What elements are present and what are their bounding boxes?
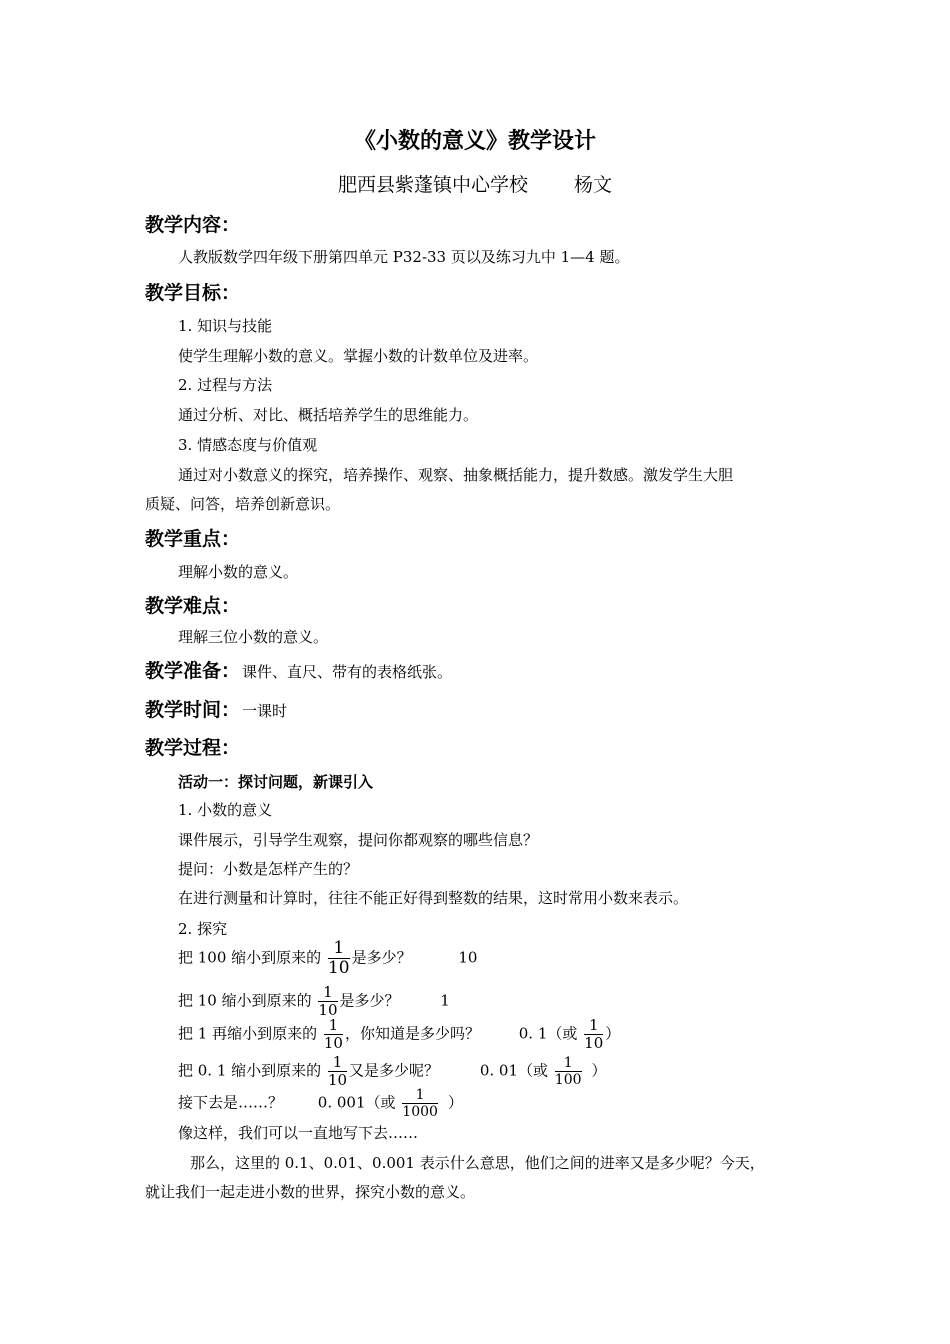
time-text: 一课时 — [242, 702, 288, 720]
question-row — [178, 1055, 607, 1088]
document-title: 《小数的意义》教学设计 — [353, 128, 596, 154]
goal2-heading: 2. 过程与方法 — [178, 376, 273, 394]
question-answer: 0. 001（或 — [317, 1093, 396, 1112]
question-row — [178, 985, 450, 1018]
question-text: 是多少？ — [339, 991, 400, 1010]
question-text: 接下去是……？ — [178, 1093, 284, 1112]
closing-paren: ） — [591, 1061, 607, 1080]
fraction-one-tenth: $\frac{1}{10}$ — [327, 1053, 348, 1089]
question-answer: 10 — [458, 948, 478, 967]
school-name: 肥西县紫蓬镇中心学校 — [337, 174, 528, 196]
question-text: 把 10 缩小到原来的 — [178, 991, 312, 1010]
activity-title: 活动一：探讨问题，新课引入 — [178, 773, 374, 791]
fraction-one-tenth: $\frac{1}{10}$ — [318, 983, 338, 1019]
prep-label: 教学准备： — [145, 660, 241, 682]
fraction-one-tenth: $\frac{1}{10}$ — [323, 1016, 343, 1052]
question-answer: 1 — [440, 991, 450, 1010]
heading-process: 教学过程： — [145, 737, 241, 759]
goal3-text-line1: 通过对小数意义的探究，培养操作、观察、抽象概括能力，提升数感。激发学生大胆 — [178, 466, 734, 484]
fraction-one-tenth: $\frac{1}{10}$ — [584, 1016, 604, 1052]
question-text: ，你知道是多少吗？ — [344, 1024, 480, 1043]
question-text: 把 1 再缩小到原来的 — [178, 1024, 318, 1043]
content-text: 人教版数学四年级下册第四单元 P32-33 页以及练习九中 1—4 题。 — [178, 248, 630, 266]
heading-time — [145, 695, 287, 722]
question-text: 把 100 缩小到原来的 — [178, 948, 322, 967]
goal1-heading: 1. 知识与技能 — [178, 317, 273, 335]
final-paragraph-line2: 就让我们一起走进小数的世界，探究小数的意义。 — [145, 1183, 476, 1201]
prep-text: 课件、直尺、带有的表格纸张。 — [242, 663, 453, 681]
closing-paren: ） — [605, 1024, 621, 1043]
difficulty-text: 理解三位小数的意义。 — [178, 628, 329, 646]
item2-conclusion: 像这样，我们可以一直地写下去…… — [178, 1124, 419, 1142]
item1-line3: 在进行测量和计算时，往往不能正好得到整数的结果，这时常用小数来表示。 — [178, 889, 689, 907]
heading-prep — [145, 656, 452, 683]
question-row — [178, 1088, 463, 1119]
heading-content: 教学内容： — [145, 214, 241, 236]
document-byline — [0, 170, 950, 197]
item1-line2: 提问：小数是怎样产生的？ — [178, 860, 359, 878]
heading-difficulty: 教学难点： — [145, 595, 241, 617]
question-row — [178, 1018, 620, 1051]
item1-heading: 1. 小数的意义 — [178, 801, 273, 819]
goal1-text: 使学生理解小数的意义。掌握小数的计数单位及进率。 — [178, 347, 539, 365]
key-text: 理解小数的意义。 — [178, 563, 299, 581]
author-name: 杨文 — [574, 174, 613, 196]
heading-goals: 教学目标： — [145, 282, 241, 304]
item2-heading: 2. 探究 — [178, 920, 228, 938]
goal3-text-line2: 质疑、问答，培养创新意识。 — [145, 495, 341, 513]
question-answer: 0. 01（或 — [479, 1061, 549, 1080]
fraction-one-hundredth: $\frac{1}{100}$ — [554, 1055, 582, 1088]
question-answer: 0. 1（或 — [518, 1024, 578, 1043]
question-row — [178, 940, 477, 977]
fraction-one-tenth: $\frac{1}{10}$ — [327, 938, 350, 978]
question-text: 是多少？ — [351, 948, 412, 967]
question-text: 把 0. 1 缩小到原来的 — [178, 1061, 322, 1080]
fraction-one-thousandth: $\frac{1}{1000}$ — [402, 1087, 438, 1120]
final-paragraph-line1: 那么，这里的 0.1、0.01、0.001 表示什么意思，他们之间的进率又是多少呢？今天， — [190, 1154, 765, 1172]
heading-key: 教学重点： — [145, 528, 241, 550]
goal2-text: 通过分析、对比、概括培养学生的思维能力。 — [178, 406, 479, 424]
time-label: 教学时间： — [145, 699, 241, 721]
closing-paren: ） — [447, 1093, 463, 1112]
question-text: 又是多少呢？ — [349, 1061, 440, 1080]
goal3-heading: 3. 情感态度与价值观 — [178, 436, 318, 454]
item1-line1: 课件展示，引导学生观察，提问你都观察的哪些信息？ — [178, 831, 539, 849]
